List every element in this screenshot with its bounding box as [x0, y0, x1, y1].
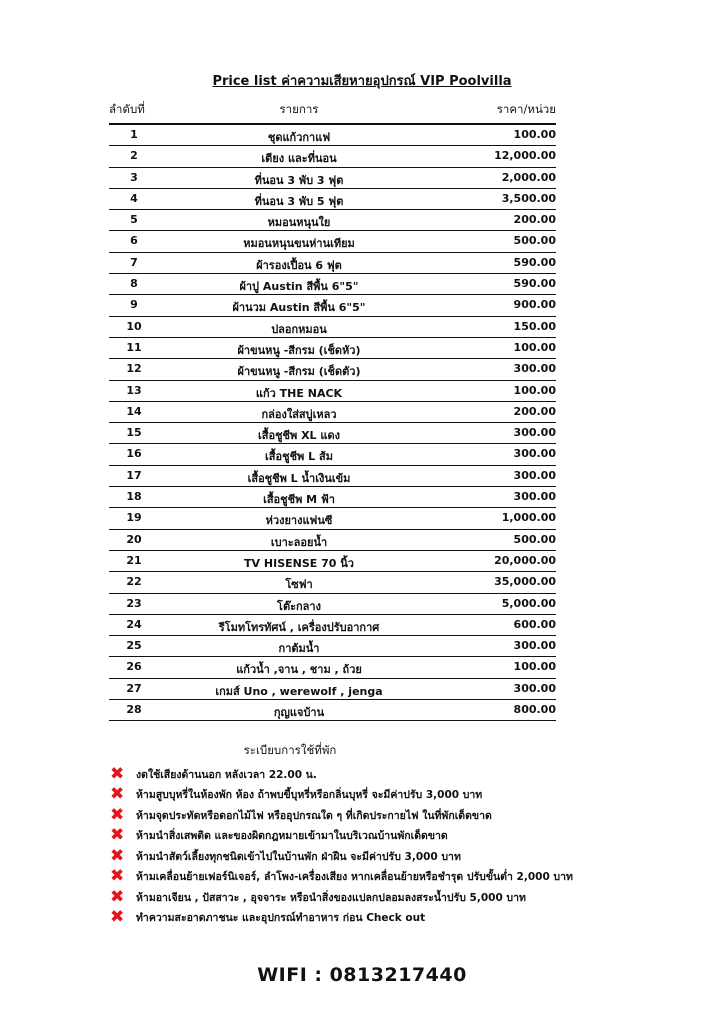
- row-item: ปลอกหมอน: [271, 322, 327, 336]
- row-price: 300.00: [513, 362, 556, 376]
- row-number: 25: [126, 639, 142, 653]
- table-row: [109, 508, 556, 529]
- row-price: 150.00: [513, 319, 556, 333]
- row-number: 15: [126, 426, 142, 440]
- rule-text: ห้ามเคลื่อนย้ายเฟอร์นิเจอร์, ลำโพง-เครื่องเสียง หากเคลื่อนย้ายหรือชำรุด ปรับขั้นต่ำ 2,000 บาท: [136, 871, 573, 884]
- row-price: 3,500.00: [501, 191, 556, 205]
- row-price: 900.00: [513, 298, 556, 312]
- x-mark-icon: ✖: [110, 907, 125, 928]
- x-mark-icon: ✖: [110, 763, 125, 784]
- row-price: 35,000.00: [494, 575, 556, 589]
- x-mark-icon: ✖: [110, 845, 125, 866]
- table-row: [109, 466, 556, 487]
- row-number: 18: [126, 490, 142, 504]
- row-number: 2: [130, 149, 138, 163]
- table-row: [109, 253, 556, 274]
- table-row: [109, 487, 556, 508]
- rule-text: ห้ามนำสัตว์เลี้ยงทุกชนิดเข้าไปในบ้านพัก ฝ่าฝืน จะมีค่าปรับ 3,000 บาท: [136, 850, 461, 863]
- table-row: [109, 615, 556, 636]
- x-mark-icon: ✖: [110, 825, 125, 846]
- table-row: [109, 572, 556, 593]
- row-price: 800.00: [513, 703, 556, 717]
- rule-item: [110, 826, 650, 847]
- row-number: 26: [126, 660, 142, 674]
- row-price: 1,000.00: [501, 511, 556, 525]
- table-row: [109, 125, 556, 146]
- rule-item: [110, 887, 650, 908]
- row-item: กล่องใส่สบู่เหลว: [261, 407, 337, 421]
- table-row: [109, 423, 556, 444]
- table-row: [109, 594, 556, 615]
- table-row: [109, 444, 556, 465]
- x-mark-icon: ✖: [110, 866, 125, 887]
- rule-item: [110, 805, 650, 826]
- row-number: 28: [126, 703, 142, 717]
- row-price: 590.00: [513, 277, 556, 291]
- row-number: 22: [126, 575, 142, 589]
- row-item: เสื้อชูชีพ L น้ำเงินเข้ม: [247, 471, 351, 485]
- row-number: 13: [126, 383, 142, 397]
- row-price: 300.00: [513, 681, 556, 695]
- row-price: 2,000.00: [501, 170, 556, 184]
- table-row: [109, 530, 556, 551]
- row-price: 500.00: [513, 532, 556, 546]
- row-price: 300.00: [513, 426, 556, 440]
- rule-text: ห้ามนำสิ่งเสพติด และของผิดกฎหมายเข้ามาในบริเวณบ้านพักเด็ดขาด: [136, 830, 448, 843]
- row-item: ผ้ารองเปื้อน 6 ฟุต: [256, 258, 342, 272]
- x-mark-icon: ✖: [110, 784, 125, 805]
- header-price: ราคา/หน่วย: [496, 102, 556, 116]
- table-header: [109, 96, 556, 125]
- table-row: [109, 295, 556, 316]
- row-item: เสื้อชูชีพ M ฟ้า: [263, 493, 335, 507]
- row-number: 10: [126, 319, 142, 333]
- table-row: [109, 338, 556, 359]
- rule-text: ห้ามสูบบุหรี่ในห้องพัก ห้อง ถ้าพบขี้บุหรี่หรือกลิ่นบุหรี่ จะมีค่าปรับ 3,000 บาท: [136, 789, 483, 802]
- table-body: [109, 125, 556, 721]
- rule-item: [110, 867, 650, 888]
- row-number: 14: [126, 404, 142, 418]
- row-item: แก้วน้ำ ,จาน , ชาม , ถ้วย: [236, 663, 362, 677]
- table-row: [109, 657, 556, 678]
- table-row: [109, 274, 556, 295]
- row-price: 600.00: [513, 617, 556, 631]
- row-number: 7: [130, 255, 138, 269]
- row-item: รีโมทโทรทัศน์ , เครื่องปรับอากาศ: [218, 620, 380, 634]
- table-row: [109, 146, 556, 167]
- row-number: 19: [126, 511, 142, 525]
- row-price: 300.00: [513, 639, 556, 653]
- table-row: [109, 359, 556, 380]
- table-row: [109, 636, 556, 657]
- row-item: ชุดแก้วกาแฟ: [267, 131, 331, 144]
- row-item: ผ้านวม Austin สีพื้น 6"5": [232, 301, 366, 315]
- row-price: 100.00: [513, 383, 556, 397]
- row-number: 3: [130, 170, 138, 184]
- table-row: [109, 210, 556, 231]
- table-row: [109, 551, 556, 572]
- row-item: กุญแจบ้าน: [273, 706, 325, 720]
- row-price: 500.00: [513, 234, 556, 248]
- row-price: 100.00: [513, 660, 556, 674]
- row-item: เกมส์ Uno , werewolf , jenga: [215, 684, 383, 698]
- row-item: เสื้อชูชีพ XL แดง: [257, 429, 341, 443]
- table-row: [109, 402, 556, 423]
- row-item: หมอนหนุนขนห่านเทียม: [243, 237, 355, 251]
- page-title: Price list ค่าความเสียหายอุปกรณ์ VIP Poolvilla: [212, 74, 512, 89]
- row-price: 20,000.00: [494, 553, 556, 567]
- row-price: 12,000.00: [494, 149, 556, 163]
- x-mark-icon: ✖: [110, 886, 125, 907]
- table-row: [109, 189, 556, 210]
- row-price: 300.00: [513, 447, 556, 461]
- rule-text: ห้ามอาเจียน , ปัสสาวะ , อุจจาระ หรือนำสิ่งของแปลกปลอมลงสระน้ำปรับ 5,000 บาท: [136, 891, 526, 904]
- row-number: 8: [130, 277, 138, 291]
- rule-item: [110, 846, 650, 867]
- row-price: 200.00: [513, 213, 556, 227]
- row-number: 11: [126, 340, 142, 354]
- table-row: [109, 231, 556, 252]
- row-number: 21: [126, 553, 142, 567]
- table-row: [109, 168, 556, 189]
- table-row: [109, 679, 556, 700]
- row-item: หมอนหนุนใย: [267, 216, 331, 230]
- row-item: เตียง และที่นอน: [261, 152, 337, 166]
- row-number: 24: [126, 617, 142, 631]
- rule-text: ทำความสะอาดภาชนะ และอุปกรณ์ทำอาหาร ก่อน Check out: [136, 912, 426, 925]
- row-item: แก้ว THE NACK: [255, 386, 343, 400]
- row-item: เบาะลอยน้ำ: [270, 535, 328, 549]
- row-number: 9: [130, 298, 138, 312]
- row-price: 100.00: [513, 340, 556, 354]
- row-number: 23: [126, 596, 142, 610]
- row-price: 5,000.00: [501, 596, 556, 610]
- row-number: 6: [130, 234, 138, 248]
- row-number: 5: [130, 213, 138, 227]
- row-item: ผ้าขนหนู -สีกรม (เช็ดตัว): [237, 365, 361, 379]
- row-item: กาต้มน้ำ: [278, 642, 320, 656]
- row-item: โซฟา: [285, 578, 313, 592]
- row-price: 300.00: [513, 490, 556, 504]
- rule-item: [110, 785, 650, 806]
- row-item: TV HISENSE 70 นิ้ว: [244, 556, 354, 570]
- x-mark-icon: ✖: [110, 804, 125, 825]
- header-item: รายการ: [279, 102, 319, 116]
- rules-title: ระเบียบการใช้ที่พัก: [243, 743, 337, 757]
- row-item: ห่วงยางแฟนซี: [265, 514, 333, 528]
- rule-text: งดใช้เสียงด้านนอก หลังเวลา 22.00 น.: [136, 768, 317, 781]
- row-price: 100.00: [513, 128, 556, 141]
- rule-item: [110, 764, 650, 785]
- row-item: ผ้าขนหนู -สีกรม (เช็ดหัว): [237, 343, 361, 357]
- wifi-info: WIFI : 0813217440: [257, 964, 467, 986]
- row-number: 20: [126, 532, 142, 546]
- row-item: โต๊ะกลาง: [277, 599, 321, 613]
- row-number: 17: [126, 468, 142, 482]
- table-row: [109, 381, 556, 402]
- row-number: 27: [126, 681, 142, 695]
- row-number: 12: [126, 362, 142, 376]
- row-price: 300.00: [513, 468, 556, 482]
- header-no: ลำดับที่: [109, 102, 145, 116]
- table-row: [109, 700, 556, 721]
- rules-list: [110, 764, 650, 928]
- row-number: 16: [126, 447, 142, 461]
- row-price: 200.00: [513, 404, 556, 418]
- row-item: เสื้อชูชีพ L ส้ม: [265, 450, 333, 464]
- rule-item: [110, 908, 650, 929]
- row-item: ที่นอน 3 พับ 5 ฟุต: [254, 194, 344, 208]
- rules-section: [110, 742, 650, 928]
- row-item: ที่นอน 3 พับ 3 ฟุต: [254, 173, 344, 187]
- row-item: ผ้าปู Austin สีพื้น 6"5": [239, 280, 359, 294]
- table-row: [109, 317, 556, 338]
- row-number: 4: [130, 191, 138, 205]
- price-table: [109, 96, 556, 721]
- rule-text: ห้ามจุดประทัดหรือดอกไม้ไฟ หรืออุปกรณใด ๆ ที่เกิดประกายไฟ ในที่พักเด็ดขาด: [136, 809, 492, 822]
- row-price: 590.00: [513, 255, 556, 269]
- row-number: 1: [130, 128, 138, 141]
